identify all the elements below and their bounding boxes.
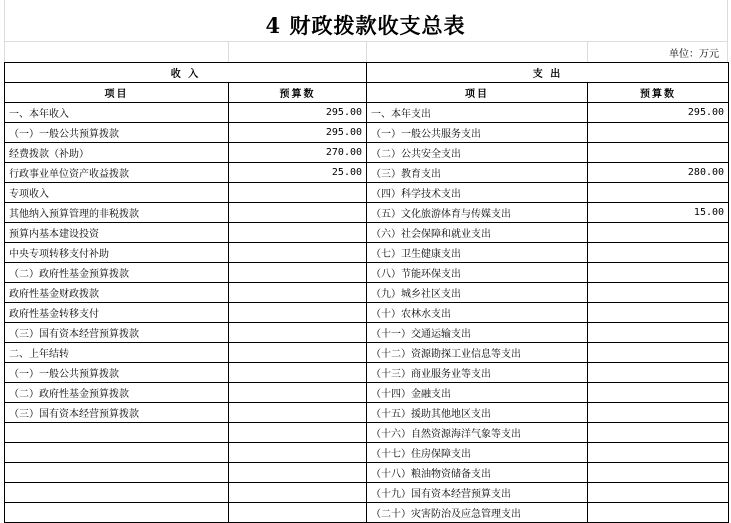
income-budget-header: 预算数: [229, 83, 367, 103]
income-budget-cell: [229, 403, 367, 423]
income-item-cell: 一、本年收入: [5, 103, 229, 123]
income-item-cell: （二）政府性基金预算拨款: [5, 383, 229, 403]
expense-item-cell: （五）文化旅游体育与传媒支出: [367, 203, 588, 223]
table-row: [5, 383, 729, 403]
expense-item-cell: 一、本年支出: [367, 103, 588, 123]
expense-item-cell: （十四）金融支出: [367, 383, 588, 403]
income-budget-cell: [229, 303, 367, 323]
column-header-row: [5, 83, 729, 103]
table-row: [5, 183, 729, 203]
table-row: [5, 443, 729, 463]
table-row: [5, 303, 729, 323]
expense-budget-cell: 15.00: [588, 203, 729, 223]
table-row: [5, 263, 729, 283]
table-row: [5, 163, 729, 183]
income-item-cell: （三）国有资本经营预算拨款: [5, 323, 229, 343]
income-item-cell: 中央专项转移支付补助: [5, 243, 229, 263]
expense-section-header: 支 出: [367, 63, 729, 83]
expense-item-cell: （八）节能环保支出: [367, 263, 588, 283]
table-row: [5, 423, 729, 443]
expense-item-header: 项目: [367, 83, 588, 103]
income-budget-cell: [229, 463, 367, 483]
expense-item-cell: （十）农林水支出: [367, 303, 588, 323]
table-row: [5, 103, 729, 123]
income-item-cell: 政府性基金转移支付: [5, 303, 229, 323]
expense-item-cell: （十一）交通运输支出: [367, 323, 588, 343]
budget-summary-table: [4, 62, 729, 523]
table-row: [5, 143, 729, 163]
income-budget-cell: 270.00: [229, 143, 367, 163]
expense-item-cell: （十二）资源勘探工业信息等支出: [367, 343, 588, 363]
income-item-cell: 二、上年结转: [5, 343, 229, 363]
expense-budget-cell: [588, 283, 729, 303]
income-item-cell: 经费拨款（补助）: [5, 143, 229, 163]
expense-item-cell: （七）卫生健康支出: [367, 243, 588, 263]
expense-budget-cell: [588, 183, 729, 203]
expense-budget-cell: 280.00: [588, 163, 729, 183]
expense-budget-cell: [588, 223, 729, 243]
expense-budget-cell: [588, 363, 729, 383]
table-row: [5, 343, 729, 363]
income-item-cell: [5, 483, 229, 503]
expense-item-cell: （十三）商业服务业等支出: [367, 363, 588, 383]
expense-item-cell: （十七）住房保障支出: [367, 443, 588, 463]
expense-item-cell: （二十）灾害防治及应急管理支出: [367, 503, 588, 523]
expense-budget-cell: [588, 343, 729, 363]
table-row: [5, 283, 729, 303]
income-section-header: 收 入: [5, 63, 367, 83]
expense-budget-cell: [588, 403, 729, 423]
income-budget-cell: [229, 443, 367, 463]
expense-item-cell: （十九）国有资本经营预算支出: [367, 483, 588, 503]
expense-item-cell: （十六）自然资源海洋气象等支出: [367, 423, 588, 443]
income-item-cell: （二）政府性基金预算拨款: [5, 263, 229, 283]
expense-item-cell: （四）科学技术支出: [367, 183, 588, 203]
expense-budget-cell: [588, 263, 729, 283]
income-budget-cell: 295.00: [229, 103, 367, 123]
income-item-cell: （一）一般公共预算拨款: [5, 123, 229, 143]
income-budget-cell: [229, 223, 367, 243]
income-budget-cell: [229, 483, 367, 503]
income-item-cell: [5, 463, 229, 483]
expense-budget-cell: 295.00: [588, 103, 729, 123]
income-budget-cell: [229, 183, 367, 203]
table-row: [5, 223, 729, 243]
income-item-cell: 其他纳入预算管理的非税拨款: [5, 203, 229, 223]
table-row: [5, 243, 729, 263]
expense-budget-cell: [588, 323, 729, 343]
expense-budget-cell: [588, 383, 729, 403]
income-item-cell: （一）一般公共预算拨款: [5, 363, 229, 383]
income-item-cell: 政府性基金财政拨款: [5, 283, 229, 303]
income-item-cell: 专项收入: [5, 183, 229, 203]
expense-item-cell: （九）城乡社区支出: [367, 283, 588, 303]
expense-budget-cell: [588, 243, 729, 263]
income-budget-cell: 295.00: [229, 123, 367, 143]
expense-budget-cell: [588, 483, 729, 503]
expense-budget-cell: [588, 123, 729, 143]
expense-budget-cell: [588, 423, 729, 443]
table-row: [5, 483, 729, 503]
income-item-cell: [5, 443, 229, 463]
expense-budget-cell: [588, 463, 729, 483]
income-item-cell: [5, 423, 229, 443]
income-budget-cell: [229, 383, 367, 403]
income-budget-cell: [229, 243, 367, 263]
expense-budget-cell: [588, 303, 729, 323]
table-row: [5, 463, 729, 483]
table-row: [5, 403, 729, 423]
income-budget-cell: [229, 343, 367, 363]
income-item-cell: 行政事业单位资产收益拨款: [5, 163, 229, 183]
expense-item-cell: （十八）粮油物资储备支出: [367, 463, 588, 483]
expense-item-cell: （六）社会保障和就业支出: [367, 223, 588, 243]
expense-budget-cell: [588, 443, 729, 463]
income-budget-cell: [229, 283, 367, 303]
report-title: 4 财政拨款收支总表: [265, 13, 466, 38]
table-row: [5, 203, 729, 223]
expense-item-cell: （二）公共安全支出: [367, 143, 588, 163]
income-item-cell: （三）国有资本经营预算拨款: [5, 403, 229, 423]
income-budget-cell: [229, 323, 367, 343]
table-row: [5, 363, 729, 383]
income-budget-cell: 25.00: [229, 163, 367, 183]
table-row: [5, 323, 729, 343]
expense-budget-cell: [588, 143, 729, 163]
expense-item-cell: （一）一般公共服务支出: [367, 123, 588, 143]
income-budget-cell: [229, 363, 367, 383]
income-budget-cell: [229, 423, 367, 443]
section-header-row: [5, 63, 729, 83]
income-item-cell: 预算内基本建设投资: [5, 223, 229, 243]
unit-label: 单位：万元: [669, 49, 719, 60]
expense-item-cell: （十五）援助其他地区支出: [367, 403, 588, 423]
table-row: [5, 123, 729, 143]
income-budget-cell: [229, 203, 367, 223]
income-item-header: 项目: [5, 83, 229, 103]
expense-item-cell: （三）教育支出: [367, 163, 588, 183]
expense-budget-header: 预算数: [588, 83, 729, 103]
income-budget-cell: [229, 263, 367, 283]
